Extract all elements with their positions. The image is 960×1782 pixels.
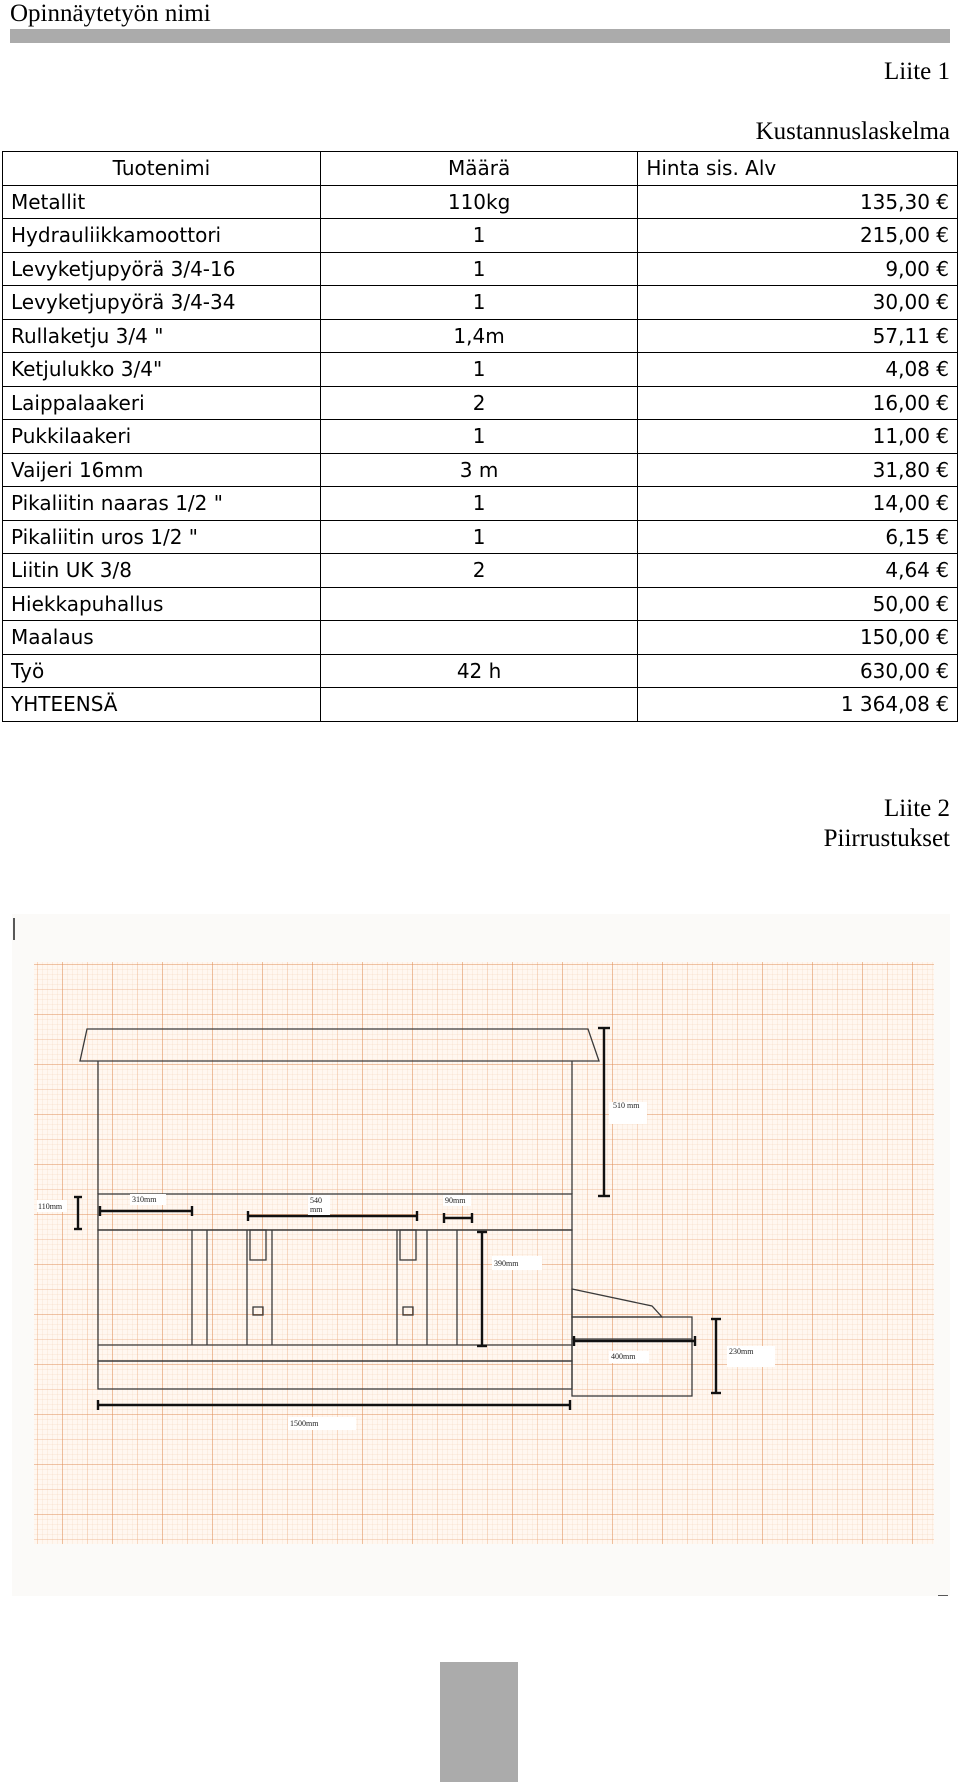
row-price: 9,00 € bbox=[638, 252, 958, 286]
row-price: 4,64 € bbox=[638, 554, 958, 588]
dim-label-400: 400mm bbox=[611, 1352, 636, 1361]
graph-paper-grid bbox=[34, 962, 934, 1544]
row-price: 30,00 € bbox=[638, 286, 958, 320]
row-qty: 2 bbox=[320, 386, 638, 420]
table-row bbox=[3, 520, 958, 554]
header-quantity: Määrä bbox=[320, 152, 638, 186]
header-product-name: Tuotenimi bbox=[3, 152, 321, 186]
dim-label-540-unit: mm bbox=[310, 1205, 323, 1214]
row-name: Liitin UK 3/8 bbox=[3, 554, 321, 588]
table-total-row bbox=[3, 688, 958, 722]
row-name: Metallit bbox=[3, 185, 321, 219]
row-name: Työ bbox=[3, 654, 321, 688]
row-name: Hydrauliikkamoottori bbox=[3, 219, 321, 253]
row-qty: 1 bbox=[320, 353, 638, 387]
row-price: 57,11 € bbox=[638, 319, 958, 353]
row-name: Levyketjupyörä 3/4-16 bbox=[3, 252, 321, 286]
dim-label-90: 90mm bbox=[445, 1196, 466, 1205]
row-name: Pikaliitin uros 1/2 " bbox=[3, 520, 321, 554]
row-name: Maalaus bbox=[3, 621, 321, 655]
row-qty: 1 bbox=[320, 520, 638, 554]
table-row bbox=[3, 420, 958, 454]
table-row bbox=[3, 587, 958, 621]
table-row bbox=[3, 654, 958, 688]
table-header-row bbox=[3, 152, 958, 186]
row-price: 630,00 € bbox=[638, 654, 958, 688]
table-row bbox=[3, 621, 958, 655]
row-name: Rullaketju 3/4 " bbox=[3, 319, 321, 353]
page-footer-tab bbox=[440, 1662, 518, 1782]
dim-label-390: 390mm bbox=[494, 1259, 519, 1268]
table-row bbox=[3, 286, 958, 320]
dim-label-540: 540 bbox=[310, 1196, 322, 1205]
total-qty bbox=[320, 688, 638, 722]
table-row bbox=[3, 453, 958, 487]
row-name: Vaijeri 16mm bbox=[3, 453, 321, 487]
row-name: Pukkilaakeri bbox=[3, 420, 321, 454]
row-qty: 1 bbox=[320, 219, 638, 253]
dim-label-310: 310mm bbox=[132, 1195, 157, 1204]
table-row bbox=[3, 554, 958, 588]
row-qty: 1,4m bbox=[320, 319, 638, 353]
drawings-title: Piirrustukset bbox=[823, 825, 950, 852]
cost-calculation-title: Kustannuslaskelma bbox=[755, 118, 950, 145]
row-qty: 1 bbox=[320, 487, 638, 521]
total-price: 1 364,08 € bbox=[638, 688, 958, 722]
appendix-1-label: Liite 1 bbox=[884, 58, 950, 85]
row-qty: 110kg bbox=[320, 185, 638, 219]
row-qty: 1 bbox=[320, 252, 638, 286]
row-price: 150,00 € bbox=[638, 621, 958, 655]
table-row bbox=[3, 319, 958, 353]
row-qty: 1 bbox=[320, 420, 638, 454]
technical-drawing bbox=[12, 914, 950, 1596]
dim-label-230: 230mm bbox=[729, 1347, 754, 1356]
header-price: Hinta sis. Alv bbox=[638, 152, 958, 186]
drawing-svg bbox=[12, 914, 950, 1596]
row-price: 16,00 € bbox=[638, 386, 958, 420]
row-price: 50,00 € bbox=[638, 587, 958, 621]
row-name: Hiekkapuhallus bbox=[3, 587, 321, 621]
dim-label-110: 110mm bbox=[38, 1202, 63, 1211]
table-row bbox=[3, 353, 958, 387]
dim-label-510: 510 mm bbox=[613, 1101, 640, 1110]
appendix-2-label: Liite 2 bbox=[884, 795, 950, 822]
row-name: Pikaliitin naaras 1/2 " bbox=[3, 487, 321, 521]
dim-label-1500: 1500mm bbox=[290, 1419, 319, 1428]
row-price: 4,08 € bbox=[638, 353, 958, 387]
row-qty bbox=[320, 621, 638, 655]
row-price: 6,15 € bbox=[638, 520, 958, 554]
row-price: 31,80 € bbox=[638, 453, 958, 487]
row-price: 14,00 € bbox=[638, 487, 958, 521]
row-qty: 3 m bbox=[320, 453, 638, 487]
cost-table bbox=[2, 151, 958, 722]
total-label: YHTEENSÄ bbox=[3, 688, 321, 722]
row-qty: 2 bbox=[320, 554, 638, 588]
row-qty bbox=[320, 587, 638, 621]
document-title: Opinnäytetyön nimi bbox=[10, 0, 211, 27]
row-price: 135,30 € bbox=[638, 185, 958, 219]
row-qty: 1 bbox=[320, 286, 638, 320]
table-row bbox=[3, 219, 958, 253]
row-name: Levyketjupyörä 3/4-34 bbox=[3, 286, 321, 320]
row-qty: 42 h bbox=[320, 654, 638, 688]
row-name: Laippalaakeri bbox=[3, 386, 321, 420]
table-row bbox=[3, 487, 958, 521]
table-row bbox=[3, 252, 958, 286]
row-price: 215,00 € bbox=[638, 219, 958, 253]
row-price: 11,00 € bbox=[638, 420, 958, 454]
row-name: Ketjulukko 3/4" bbox=[3, 353, 321, 387]
table-row bbox=[3, 386, 958, 420]
header-rule bbox=[10, 29, 950, 43]
table-row bbox=[3, 185, 958, 219]
